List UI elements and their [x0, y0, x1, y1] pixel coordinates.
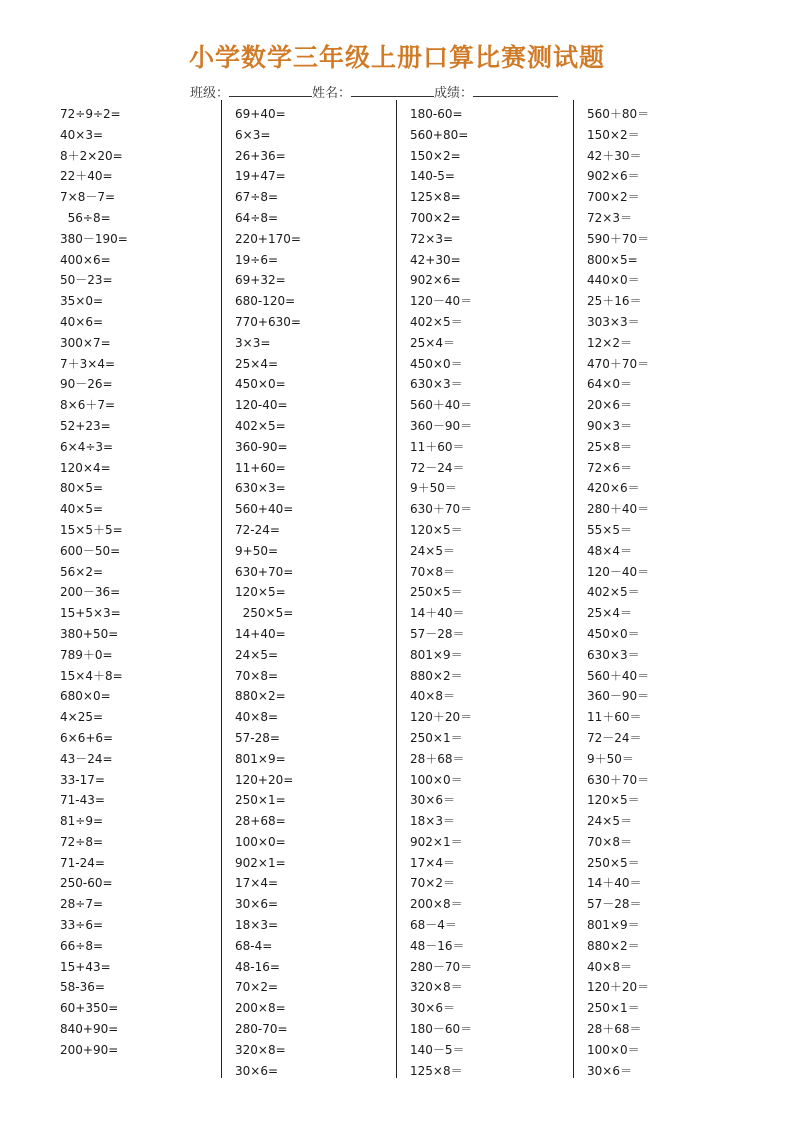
math-problem: 560＋80＝: [587, 107, 650, 121]
math-problem: 300×7=: [60, 335, 111, 350]
math-problem: 72÷9÷2=: [60, 107, 121, 121]
math-problem: 400×6=: [60, 252, 111, 267]
math-problem: 100×0＝: [587, 1042, 640, 1057]
math-problem: 35×0=: [60, 294, 104, 309]
math-problem: 801×9＝: [410, 647, 463, 662]
math-problem: 560＋40＝: [587, 668, 650, 683]
math-problem: 902×1＝: [410, 834, 463, 849]
math-problem: 120＋20＝: [587, 980, 650, 995]
math-problem: 6×4÷3=: [60, 439, 114, 454]
math-problem: 8＋2×20=: [60, 148, 123, 163]
column-divider: [221, 100, 222, 1078]
math-problem: 902×6＝: [587, 169, 640, 184]
math-problem: 30×6=: [235, 1063, 279, 1078]
math-problem: 801×9=: [235, 751, 286, 766]
math-problem: 402×5＝: [410, 314, 463, 329]
math-problem: 120＋20＝: [410, 710, 473, 725]
math-problem: 630＋70＝: [587, 772, 650, 787]
math-problem: 8×6＋7=: [60, 398, 116, 413]
math-problem: 70×2=: [235, 980, 279, 995]
math-problem: 200－36=: [60, 585, 121, 600]
math-problem: 48－16＝: [410, 938, 465, 953]
math-problem: 40×5=: [60, 502, 104, 517]
math-problem: 280＋40＝: [587, 502, 650, 517]
math-problem: 30×6＝: [587, 1063, 632, 1078]
math-problem: 125×8＝: [410, 1063, 463, 1078]
math-problem: 100×0=: [235, 834, 286, 849]
math-problem: 25×8＝: [587, 439, 632, 454]
math-problem: 140－5＝: [410, 1042, 465, 1057]
math-problem: 66÷8=: [60, 938, 104, 953]
math-problem: 200×8=: [235, 1001, 286, 1016]
name-label: 姓名：: [312, 86, 352, 101]
math-problem: 11＋60＝: [410, 439, 465, 454]
math-problem: 380－190=: [60, 231, 128, 246]
math-problem: 55×5＝: [587, 522, 632, 537]
math-problem: 250×5＝: [587, 855, 640, 870]
math-problem: 60+350=: [60, 1001, 119, 1016]
math-problem: 24×5=: [235, 647, 279, 662]
math-problem: 902×6=: [410, 273, 461, 288]
math-problem: 42＋30＝: [587, 148, 642, 163]
math-problem: 320×8＝: [410, 980, 463, 995]
math-problem: 30×6=: [235, 897, 279, 912]
column-divider: [396, 100, 397, 1078]
math-problem: 56÷8=: [60, 210, 111, 225]
math-problem: 120×4=: [60, 460, 111, 475]
math-problem: 800×5=: [587, 252, 638, 267]
math-problem: 7×8－7=: [60, 190, 116, 205]
math-problem: 25×4=: [235, 356, 279, 371]
math-problem: 450×0＝: [410, 356, 463, 371]
math-problem: 20×6＝: [587, 398, 632, 413]
math-problem: 42+30=: [410, 252, 461, 267]
math-problem: 303×3＝: [587, 314, 640, 329]
math-problem: 200+90=: [60, 1042, 119, 1057]
math-problem: 18×3＝: [410, 814, 455, 829]
math-problem: 360-90=: [235, 439, 288, 454]
math-problem: 14＋40＝: [410, 606, 465, 621]
math-problem: 64×0＝: [587, 377, 632, 392]
math-problem: 6×6+6=: [60, 730, 114, 745]
math-problem: 250×1＝: [410, 730, 463, 745]
math-problem: 250×5=: [235, 606, 294, 621]
math-problem: 15+5×3=: [60, 606, 121, 621]
math-problem: 880×2＝: [587, 938, 640, 953]
math-problem: 120×5=: [235, 585, 286, 600]
math-problem: 280-70=: [235, 1022, 288, 1037]
math-problem: 9＋50＝: [587, 751, 634, 766]
math-problem: 68-4=: [235, 938, 273, 953]
math-problem: 630×3=: [235, 481, 286, 496]
math-problem: 880×2＝: [410, 668, 463, 683]
math-problem: 120-40=: [235, 398, 288, 413]
math-problem: 67÷8=: [235, 190, 279, 205]
math-problem: 150×2=: [410, 148, 461, 163]
math-problem: 120×5＝: [587, 793, 640, 808]
math-problem: 40×8＝: [587, 959, 632, 974]
math-problem: 70×8＝: [410, 564, 455, 579]
math-problem: 71-24=: [60, 855, 105, 870]
math-problem: 81÷9=: [60, 814, 104, 829]
math-problem: 402×5=: [235, 418, 286, 433]
math-problem: 15×5＋5=: [60, 522, 123, 537]
math-problem: 24×5＝: [410, 543, 455, 558]
class-label: 班级：: [190, 86, 230, 101]
math-problem: 630+70=: [235, 564, 294, 579]
math-problem: 40×8＝: [410, 689, 455, 704]
math-problem: 140-5=: [410, 169, 455, 184]
math-problem: 560+80=: [410, 127, 469, 142]
math-problem: 26+36=: [235, 148, 286, 163]
math-problem: 630＋70＝: [410, 502, 473, 517]
math-problem: 25×4＝: [587, 606, 632, 621]
math-problem: 560＋40＝: [410, 398, 473, 413]
math-problem: 902×1=: [235, 855, 286, 870]
math-problem: 560+40=: [235, 502, 294, 517]
math-problem: 80×5=: [60, 481, 104, 496]
math-problem: 9＋50＝: [410, 481, 457, 496]
math-problem: 250×5＝: [410, 585, 463, 600]
math-problem: 3×3=: [235, 335, 271, 350]
math-problem: 120+20=: [235, 772, 294, 787]
math-problem: 25×4＝: [410, 335, 455, 350]
math-problem: 24×5＝: [587, 814, 632, 829]
score-blank: [473, 84, 558, 97]
math-problem: 120×5＝: [410, 522, 463, 537]
math-problem: 30×6＝: [410, 793, 455, 808]
math-problem: 680-120=: [235, 294, 296, 309]
math-problem: 22＋40=: [60, 169, 113, 184]
math-problem: 48×4＝: [587, 543, 632, 558]
math-problem: 220+170=: [235, 231, 301, 246]
math-problem: 180－60＝: [410, 1022, 473, 1037]
math-problem: 440×0＝: [587, 273, 640, 288]
math-problem: 630×3＝: [410, 377, 463, 392]
math-problem: 17×4=: [235, 876, 279, 891]
math-problem: 600－50=: [60, 543, 121, 558]
math-problem: 28+68=: [235, 814, 286, 829]
math-problem: 15×4＋8=: [60, 668, 123, 683]
score-label: 成绩：: [434, 86, 474, 101]
name-blank: [351, 84, 434, 97]
math-problem: 28＋68＝: [587, 1022, 642, 1037]
math-problem: 72-24=: [235, 522, 280, 537]
math-problem: 770+630=: [235, 314, 301, 329]
math-problem: 125×8=: [410, 190, 461, 205]
math-problem: 590＋70＝: [587, 231, 650, 246]
math-problem: 57－28＝: [587, 897, 642, 912]
math-problem: 90－26=: [60, 377, 113, 392]
math-problem: 470＋70＝: [587, 356, 650, 371]
math-problem: 250×1＝: [587, 1001, 640, 1016]
math-problem: 58-36=: [60, 980, 105, 995]
math-problem: 360－90＝: [410, 418, 473, 433]
math-problem: 180-60=: [410, 107, 463, 121]
math-problem: 840+90=: [60, 1022, 119, 1037]
math-problem: 14＋40＝: [587, 876, 642, 891]
math-problem: 402×5＝: [587, 585, 640, 600]
math-problem: 120－40＝: [410, 294, 473, 309]
math-problem: 250×1=: [235, 793, 286, 808]
math-problem: 789＋0=: [60, 647, 113, 662]
math-problem: 280－70＝: [410, 959, 473, 974]
math-problem: 12×2＝: [587, 335, 632, 350]
math-problem: 450×0=: [235, 377, 286, 392]
math-problem: 100×0＝: [410, 772, 463, 787]
column-divider: [573, 100, 574, 1078]
math-problem: 630×3＝: [587, 647, 640, 662]
math-problem: 11+60=: [235, 460, 286, 475]
math-problem: 700×2＝: [587, 190, 640, 205]
problem-column-2: [235, 104, 301, 1081]
math-problem: 28÷7=: [60, 897, 104, 912]
math-problem: 320×8=: [235, 1042, 286, 1057]
math-problem: 14+40=: [235, 626, 286, 641]
math-problem: 380+50=: [60, 626, 119, 641]
math-problem: 680×0=: [60, 689, 111, 704]
math-problem: 150×2＝: [587, 127, 640, 142]
math-problem: 52+23=: [60, 418, 111, 433]
math-problem: 72－24＝: [587, 730, 642, 745]
math-problem: 19+47=: [235, 169, 286, 184]
math-problem: 64÷8=: [235, 210, 279, 225]
math-problem: 40×3=: [60, 127, 104, 142]
math-problem: 7＋3×4=: [60, 356, 116, 371]
math-problem: 72×3=: [410, 231, 454, 246]
math-problem: 33÷6=: [60, 918, 104, 933]
math-problem: 43－24=: [60, 751, 113, 766]
math-problem: 420×6＝: [587, 481, 640, 496]
math-problem: 48-16=: [235, 959, 280, 974]
math-problem: 25＋16＝: [587, 294, 642, 309]
math-problem: 6×3=: [235, 127, 271, 142]
math-problem: 56×2=: [60, 564, 104, 579]
math-problem: 57-28=: [235, 730, 280, 745]
math-problem: 72－24＝: [410, 460, 465, 475]
math-problem: 57－28＝: [410, 626, 465, 641]
problem-column-4: [587, 104, 649, 1081]
math-problem: 250-60=: [60, 876, 113, 891]
math-problem: 880×2=: [235, 689, 286, 704]
math-problem: 30×6＝: [410, 1001, 455, 1016]
math-problem: 700×2=: [410, 210, 461, 225]
math-problem: 71-43=: [60, 793, 105, 808]
math-problem: 72×6＝: [587, 460, 632, 475]
problem-column-3: [410, 104, 472, 1081]
math-problem: 72÷8=: [60, 834, 104, 849]
problem-column-1: [60, 104, 128, 1061]
math-problem: 70×2＝: [410, 876, 455, 891]
math-problem: 72×3＝: [587, 210, 632, 225]
math-problem: 69+40=: [235, 107, 286, 121]
math-problem: 69+32=: [235, 273, 286, 288]
math-problem: 40×6=: [60, 314, 104, 329]
math-problem: 17×4＝: [410, 855, 455, 870]
student-info-line: [190, 82, 558, 101]
math-problem: 68－4＝: [410, 918, 457, 933]
math-problem: 33-17=: [60, 772, 105, 787]
math-problem: 9+50=: [235, 543, 279, 558]
math-problem: 801×9＝: [587, 918, 640, 933]
math-problem: 120－40＝: [587, 564, 650, 579]
math-problem: 28＋68＝: [410, 751, 465, 766]
math-problem: 200×8＝: [410, 897, 463, 912]
math-problem: 90×3＝: [587, 418, 632, 433]
math-problem: 18×3=: [235, 918, 279, 933]
math-problem: 50－23=: [60, 273, 113, 288]
math-problem: 360－90＝: [587, 689, 650, 704]
math-problem: 11＋60＝: [587, 710, 642, 725]
math-problem: 4×25=: [60, 710, 104, 725]
math-problem: 40×8=: [235, 710, 279, 725]
math-problem: 450×0＝: [587, 626, 640, 641]
class-blank: [229, 84, 312, 97]
math-problem: 70×8＝: [587, 834, 632, 849]
math-problem: 19÷6=: [235, 252, 279, 267]
page-title: 小学数学三年级上册口算比赛测试题: [188, 43, 605, 72]
math-problem: 15+43=: [60, 959, 111, 974]
math-problem: 70×8=: [235, 668, 279, 683]
